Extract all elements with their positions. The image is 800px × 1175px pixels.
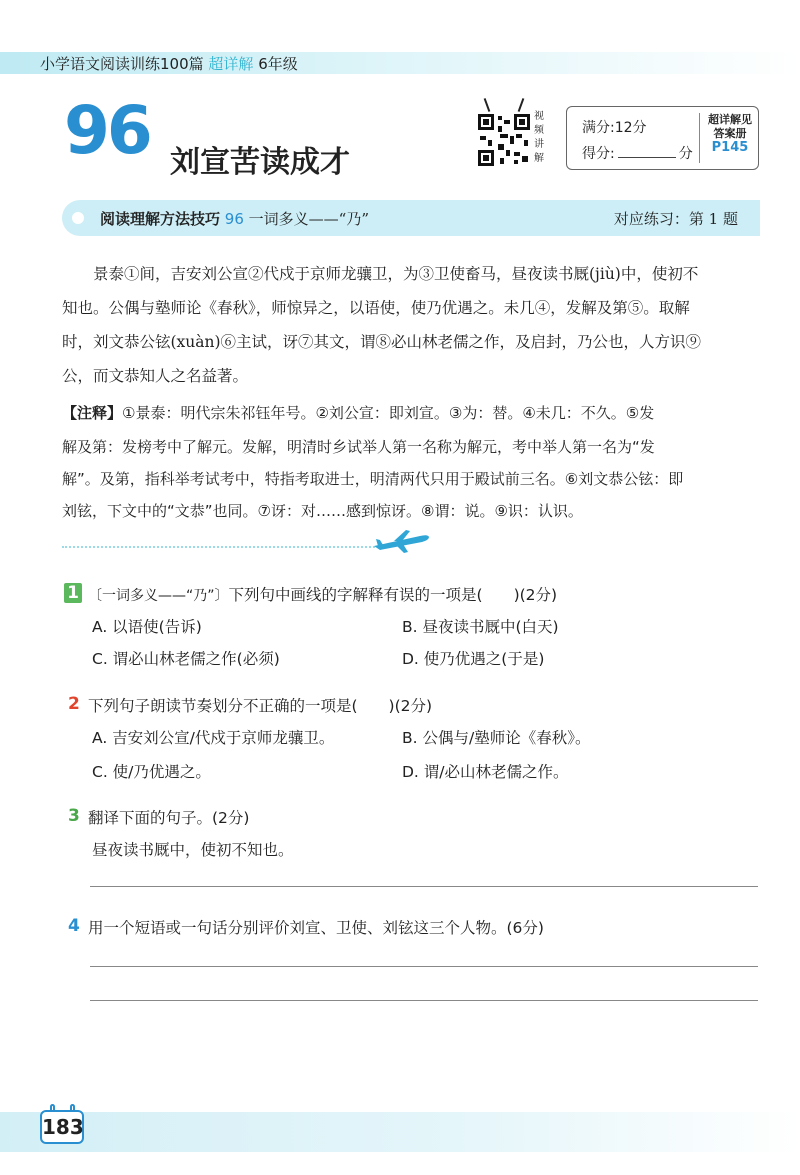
- score-input[interactable]: [618, 157, 676, 158]
- answer-reference: 超详解见 答案册 P145: [701, 113, 759, 155]
- book-accent: 超详解: [208, 55, 254, 73]
- qr-antenna-right: [518, 98, 525, 112]
- option-d[interactable]: D. 谓/必山林老儒之作。: [402, 763, 569, 781]
- question-text: 用一个短语或一句话分别评价刘宣、卫使、刘铉这三个人物。(6分): [88, 919, 544, 937]
- footer-band: [0, 1112, 800, 1152]
- passage-line: 知也。公偶与塾师论《春秋》，师惊异之，以语使，使乃优遇之。未几④，发解及第⑤。取解: [62, 299, 690, 317]
- answer-line[interactable]: [90, 886, 758, 887]
- question-number: 4: [68, 916, 80, 936]
- qr-antenna-left: [484, 98, 491, 112]
- score-box: [566, 106, 759, 170]
- answer-line[interactable]: [90, 1000, 758, 1001]
- note-line: 解”。及第，指科举考试考中，特指考取进士，明清两代只用于殿试前三名。⑥刘文恭公铉：即: [62, 470, 684, 488]
- question-number: 1: [64, 583, 82, 603]
- note-label: 【注释】: [62, 404, 123, 422]
- question-number: 2: [68, 694, 80, 714]
- passage-line: 公，而文恭知人之名益著。: [62, 367, 249, 385]
- option-c[interactable]: C. 谓必山林老儒之作(必须): [92, 650, 280, 668]
- question-tag: 〔一词多义——“乃”〕: [88, 588, 229, 604]
- note-line: 刘铉，下文中的“文恭”也同。⑦讶：对……感到惊讶。⑧谓：说。⑨识：认识。: [62, 502, 583, 520]
- question-number: 3: [68, 806, 80, 826]
- qr-label: 视 频 讲 解: [534, 111, 544, 164]
- question-text: 下列句子朗读节奏划分不正确的一项是( )(2分): [88, 697, 433, 715]
- method-title: 阅读理解方法技巧 96 一词多义——“乃”: [100, 210, 370, 228]
- score-divider: [699, 113, 700, 163]
- practice-ref: 对应练习：第 1 题: [613, 210, 738, 228]
- answer-page: P145: [711, 140, 749, 155]
- method-bar: [62, 200, 760, 236]
- method-topic: 一词多义——“乃”: [248, 210, 370, 228]
- method-number: 96: [224, 210, 244, 228]
- note-line: 【注释】①景泰：明代宗朱祁钰年号。②刘公宣：即刘宣。③为：替。④未几：不久。⑤发: [62, 404, 655, 422]
- option-c[interactable]: C. 使/乃优遇之。: [92, 763, 211, 781]
- option-d[interactable]: D. 使乃优遇之(于是): [402, 650, 545, 668]
- page-number: 183: [40, 1110, 84, 1144]
- qr-code-icon[interactable]: [476, 112, 532, 168]
- dotted-divider: [62, 546, 382, 548]
- airplane-icon: [372, 528, 430, 554]
- question-text: 〔一词多义——“乃”〕下列句中画线的字解释有误的一项是( )(2分): [88, 586, 558, 604]
- answer-line[interactable]: [90, 966, 758, 967]
- header-band: [0, 52, 800, 74]
- option-b[interactable]: B. 昼夜读书厩中(白天): [402, 618, 559, 636]
- full-score: 满分:12分: [582, 120, 647, 136]
- question-text: 翻译下面的句子。(2分): [88, 809, 250, 827]
- lesson-title: 刘宣苦读成才: [170, 145, 350, 180]
- lesson-number: 96: [64, 92, 150, 169]
- book-title: 小学语文阅读训练100篇 超详解 6年级: [40, 55, 298, 73]
- option-b[interactable]: B. 公偶与/塾师论《春秋》。: [402, 729, 591, 747]
- bullet-dot-icon: [72, 212, 84, 224]
- passage-line: 时，刘文恭公铉(xuàn)⑥主试，讶⑦其文，谓⑧必山林老儒之作，及启封，乃公也，人方识⑨: [62, 333, 702, 351]
- sentence-to-translate: 昼夜读书厩中，使初不知也。: [92, 841, 294, 859]
- grade-label: 6年级: [258, 55, 298, 73]
- option-a[interactable]: A. 以语使(告诉): [92, 618, 202, 636]
- note-line: 解及第：发榜考中了解元。发解，明清时乡试举人第一名称为解元，考中举人第一名为“发: [62, 438, 655, 456]
- score-field[interactable]: 得分: 分: [582, 146, 693, 162]
- option-a[interactable]: A. 吉安刘公宣/代戍于京师龙骧卫。: [92, 729, 335, 747]
- passage-line: 景泰①间，吉安刘公宣②代戍于京师龙骧卫，为③卫使畜马，昼夜读书厩(jiù)中，使初不: [62, 265, 699, 283]
